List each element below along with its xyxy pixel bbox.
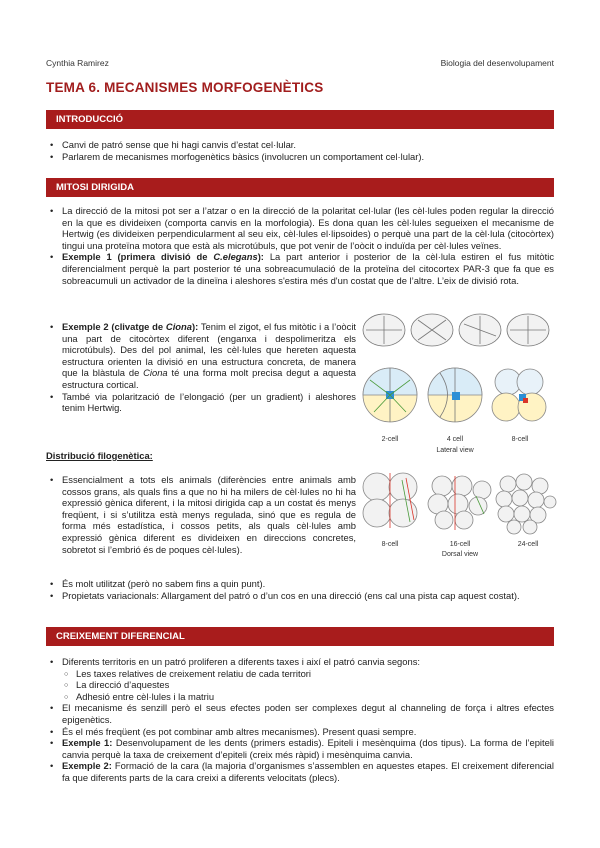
label-8-cell-bottom: 8-cell bbox=[381, 541, 399, 548]
section-heading-creixement: CREIXEMENT DIFERENCIAL bbox=[46, 627, 554, 646]
list-item: • Canvi de patró sense que hi hagi canvis d’estat cel·lular. bbox=[46, 139, 552, 151]
list-item: • Exemple 2: Formació de la cara (la majoria d’organismes s’assemblen en aquestes etapes. El creixement diferencial fa que diferents parts de la cara creixi a diferents velocitats (plecs). bbox=[46, 760, 554, 783]
embryo-4-cell bbox=[428, 368, 482, 422]
list-item: • Parlarem de mecanismes morfogenètics bàsics (involucren un comportament cel·lular). bbox=[46, 151, 552, 163]
ciona-cleavage-figure bbox=[360, 310, 560, 560]
header-author: Cynthia Ramirez bbox=[46, 58, 109, 68]
mitosi-list-left bbox=[46, 321, 356, 414]
intro-list bbox=[46, 139, 552, 162]
zygote-diagram bbox=[363, 314, 549, 346]
list-item: • Propietats variacionals: Allargament del patró o d’un cos en una direcció (ens cal una pista cap aquest costat). bbox=[46, 590, 554, 602]
header-course: Biologia del desenvolupament bbox=[440, 58, 554, 68]
filo-list bbox=[46, 474, 356, 555]
embryo-dorsal-24-cell bbox=[496, 474, 556, 534]
label-4-cell: 4 cell bbox=[446, 436, 464, 443]
list-item: • La direcció de la mitosi pot ser a l’atzar o en la direcció de la polaritat cel·lular (les cèl·lules poden regular la direcció en la que es divideixen (comporta canvis en la morfologia). Es dona quan les cèl·lules segueixen el mecanisme de Hertwig (es divideixen perpendicularment al seu eix, cèl·lules el·lipsoides) o perquè una part de la cèl·lula (citocòrtex) tingui una proteïna motora que està als microtúbuls, que pot venir de l’oòcit o induïda per cèl·lules veïnes. bbox=[46, 205, 554, 251]
label-lateral-view: Lateral view bbox=[436, 447, 474, 454]
section-heading-intro: INTRODUCCIÓ bbox=[46, 110, 554, 129]
list-item: • Exemple 1: Desenvolupament de les dents (primers estadis). Epiteli i mesènquima (dos tipus). La forma de l’epiteli canvia perquè la taxa de creixement d’epiteli (creix més ràpid) i mesènquima canvia. bbox=[46, 737, 554, 760]
mitosi-list-top bbox=[46, 205, 554, 286]
label-8-cell-top: 8-cell bbox=[511, 436, 529, 443]
creix-list bbox=[46, 656, 554, 784]
section-heading-mitosi: MITOSI DIRIGIDA bbox=[46, 178, 554, 197]
sub-list-item: ○ Les taxes relatives de creixement relatiu de cada territori bbox=[46, 668, 554, 680]
list-item: • El mecanisme és senzill però el seus efectes poden ser complexes degut al channeling de força i altres efectes epigenètics. bbox=[46, 702, 554, 725]
sub-list-item: ○ La direcció d’aquestes bbox=[46, 679, 554, 691]
subheading-filogenetica: Distribució filogenètica: bbox=[46, 450, 153, 461]
label-2-cell: 2-cell bbox=[381, 436, 399, 443]
list-item: • També via polarització de l’elongació (per un gradient) i aleshores tenim Hertwig. bbox=[46, 391, 356, 414]
list-item: • És el més freqüent (es pot combinar amb altres mecanismes). Present quasi sempre. bbox=[46, 726, 554, 738]
label-16-cell: 16-cell bbox=[449, 541, 471, 548]
embryo-dorsal-8-cell bbox=[363, 473, 417, 528]
list-item: • Essencialment a tots els animals (diferències entre animals amb cossos grans, als quals fins a que no hi ha milers de cèl·lules no hi ha expressió gènica diferent, i la mitosi dirigida cap a un costat és menys freqüent, i si s’utilitza està menys regulada, sinó que es regula de forma més estadística, i cossos petits, als quals cèl·lules amb expressió gènica diferent es divideixen en direccions concretes, sobretot si l’embrió és de poques cèl·lules). bbox=[46, 474, 356, 555]
list-item: • Exemple 2 (clivatge de Ciona): Tenim el zigot, el fus mitòtic i a l’oòcit una part de citocòrtex diferent (enganxa i despolimeritza els microtúbuls). Des del pol animal, les cèl·lules que hereten aquesta estructura orienten la divisió en una estructura concreta, de manera que la blàstula de Ciona té una forma molt precisa degut a aquesta estructura cortical. bbox=[46, 321, 356, 391]
filo-list-2 bbox=[46, 578, 554, 601]
embryo-8-cell bbox=[492, 369, 546, 421]
embryo-dorsal-16-cell bbox=[428, 476, 491, 530]
list-item: • És molt utilitzat (però no sabem fins a quin punt). bbox=[46, 578, 554, 590]
embryo-2-cell bbox=[363, 368, 417, 422]
page-title: TEMA 6. MECANISMES MORFOGENÈTICS bbox=[46, 80, 324, 95]
list-item: • Exemple 1 (primera divisió de C.elegans): La part anterior i posterior de la cèl·lula estiren el fus mitòtic diferencialment perquè la part posterior té una sobreacumulació de la proteïna del citocortex PAR-3 que fa que es sobreacumuli un activador de la dineïna i aleshores s'estira més d'un costat que de l’altre. L’eix de divisió rota. bbox=[46, 251, 554, 286]
label-dorsal-view: Dorsal view bbox=[441, 551, 479, 558]
label-24-cell: 24-cell bbox=[517, 541, 539, 548]
sub-list-item: ○ Adhesió entre cèl·lules i la matriu bbox=[46, 691, 554, 703]
list-item: • Diferents territoris en un patró proliferen a diferents taxes i així el patró canvia segons: bbox=[46, 656, 554, 668]
